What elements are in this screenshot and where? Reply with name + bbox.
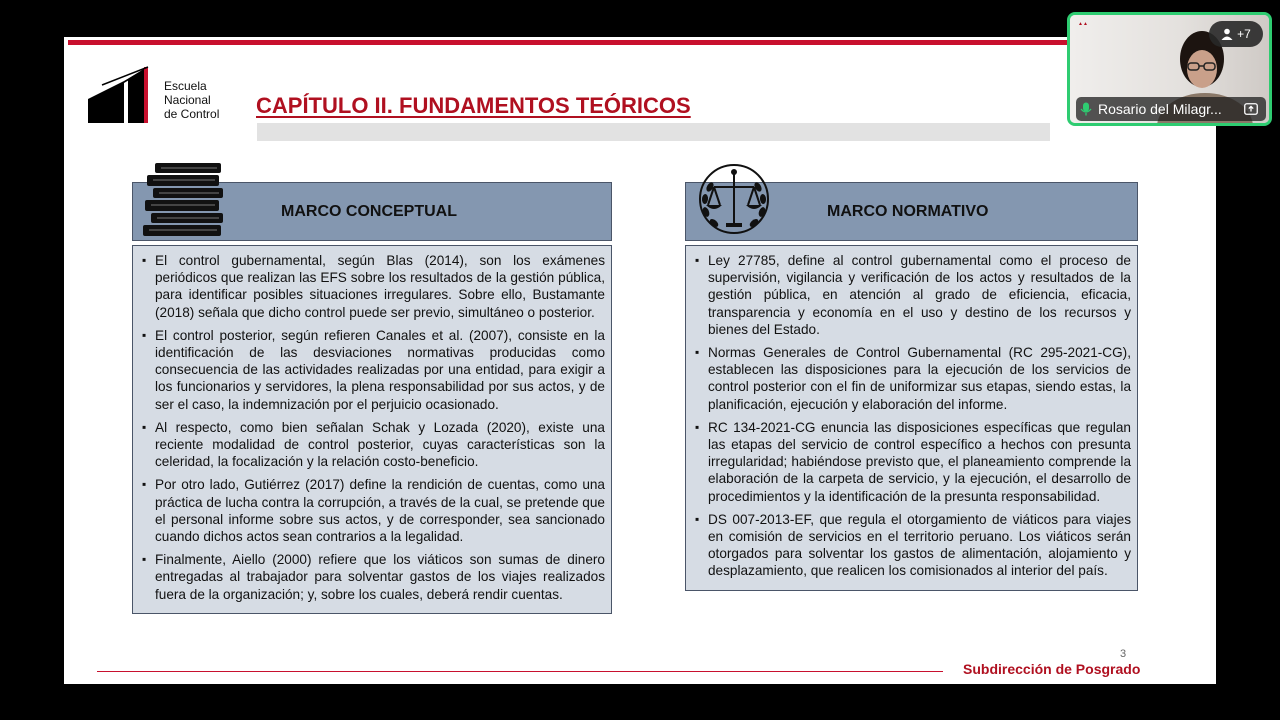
panel-body bbox=[685, 245, 1138, 591]
participant-name: Rosario del Milagr... bbox=[1098, 101, 1222, 117]
panel-header-title: MARCO NORMATIVO bbox=[827, 203, 989, 220]
participants-count: +7 bbox=[1237, 27, 1251, 41]
scales-of-justice-icon bbox=[692, 157, 776, 241]
participant-video-tile[interactable] bbox=[1067, 12, 1272, 126]
list-item: ▪ Finalmente, Aiello (2000) refiere que los viáticos son sumas de dinero entregadas al trabajador para solventar gastos de los viajes realizados fuera de la organización; y, sobre los cuales, deberá rendir cuentas. bbox=[139, 551, 605, 603]
logo-text-line2: Nacional bbox=[164, 93, 211, 107]
list-item: ▪ RC 134-2021-CG enuncia las disposiciones específicas que regulan las etapas del servicio de control específico a hechos con presunta irregularidad; habiéndose previsto que, el planeamiento comprende la elaboración de la carpeta de servicio, y la ejecución, el desarrollo de procedimientos y la identificación de la presunta responsabilidad. bbox=[692, 419, 1131, 505]
list-item: ▪ Al respecto, como bien señalan Schak y Lozada (2020), existe una reciente modalidad de control posterior, cuyas características son la celeridad, la focalización y la relación costo-beneficio. bbox=[139, 419, 605, 471]
slide-title: CAPÍTULO II. FUNDAMENTOS TEÓRICOS bbox=[256, 93, 691, 118]
footer-line bbox=[97, 671, 943, 672]
list-item: ▪ Ley 27785, define al control gubernamental como el proceso de supervisión, vigilancia y verificación de los actos y resultados de la gestión pública, en atención al grado de eficiencia, eficacia, transparencia y economía en el uso y destino de los recursos y bienes del Estado. bbox=[692, 252, 1131, 338]
list-item: ▪ El control gubernamental, según Blas (2014), son los exámenes periódicos que realizan las EFS sobre los resultados de la gestión pública, para identificar posibles situaciones irregulares. Sobre ello, Bustamante (2018) señala que dicho control puede ser previo, simultáneo o posterior. bbox=[139, 252, 605, 321]
panel-header bbox=[132, 182, 612, 241]
screen-share-icon[interactable] bbox=[1244, 103, 1258, 115]
participants-count-button[interactable] bbox=[1209, 21, 1263, 47]
participant-name-label bbox=[1076, 97, 1266, 121]
logo bbox=[88, 65, 228, 125]
list-item: ▪ Normas Generales de Control Gubernamental (RC 295-2021-CG), establecen las disposiciones para la ejecución de los servicios de control posterior con el fin de uniformizar sus etapas, siendo estas, la planificación, ejecución y elaboración del informe. bbox=[692, 344, 1131, 413]
person-icon bbox=[1221, 28, 1233, 40]
books-stack-icon bbox=[141, 161, 227, 237]
escuela-logo-icon bbox=[88, 65, 160, 125]
footer-text: Subdirección de Posgrado bbox=[963, 661, 1141, 677]
title-band bbox=[257, 123, 1050, 141]
presentation-slide bbox=[64, 37, 1216, 684]
top-accent-bar bbox=[68, 40, 1216, 45]
logo-text-line1: Escuela bbox=[164, 79, 207, 93]
panel-header bbox=[685, 182, 1138, 241]
list-item: ▪ El control posterior, según refieren Canales et al. (2007), consiste en la identificación de las desviaciones normativas producidas como consecuencia de las actividades realizadas por una entidad, para exigir a los funcionarios y servidores, la plena responsabilidad por sus actos, y de ser el caso, la indemnización por el perjuicio ocasionado. bbox=[139, 327, 605, 413]
marco-normativo-panel bbox=[685, 182, 1138, 591]
bullet-list bbox=[139, 252, 605, 603]
slide-number: 3 bbox=[1120, 648, 1127, 660]
logo-text-line3: de Control bbox=[164, 107, 220, 121]
marco-conceptual-panel bbox=[132, 182, 612, 614]
tile-logo-icon: ▲▲ bbox=[1078, 21, 1088, 27]
panel-body bbox=[132, 245, 612, 614]
list-item: ▪ DS 007-2013-EF, que regula el otorgamiento de viáticos para viajes en comisión de servicios en el territorio peruano. Los viáticos serán otorgados para solventar los gastos de alimentación, alojamiento y desplazamiento, que realicen los comisionados al interior del país. bbox=[692, 511, 1131, 580]
microphone-icon[interactable] bbox=[1080, 102, 1092, 116]
bullet-list bbox=[692, 252, 1131, 580]
list-item: ▪ Por otro lado, Gutiérrez (2017) define la rendición de cuentas, como una práctica de lucha contra la corrupción, a través de la cual, se pretende que el personal informe sobre sus actos, y de corresponder, sea sancionado cuando dichos actos sean contrarios a la legalidad. bbox=[139, 476, 605, 545]
panel-header-title: MARCO CONCEPTUAL bbox=[281, 203, 457, 220]
